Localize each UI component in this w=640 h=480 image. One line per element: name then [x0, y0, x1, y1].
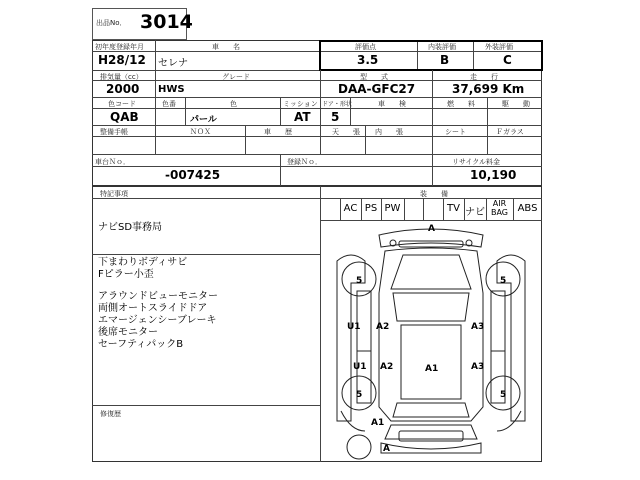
note-line: セーフティパックB [98, 339, 184, 350]
seat-label: シート [445, 128, 466, 136]
transmission: AT [294, 110, 311, 124]
note-line: 両側オートスライドドア [98, 303, 208, 314]
equipment-header: 装 備 [420, 190, 448, 198]
equipment-ps: PS [364, 203, 378, 214]
mark-tire-fl: 5 [356, 276, 363, 286]
mileage-label: 走 行 [470, 73, 498, 81]
roof-label: 天 張 [332, 128, 360, 136]
door-count: 5 [331, 110, 340, 124]
model-label: 型 式 [360, 73, 388, 81]
mark-tire-rl: 5 [356, 390, 363, 400]
year-label: 初年度登録年月 [95, 43, 144, 51]
fglass-label: Ｆガラス [496, 128, 524, 136]
note-line: アラウンドビューモニター [98, 291, 218, 302]
mark-right-rear-a3: A3 [471, 362, 485, 372]
repair-history-label: 修復歴 [100, 410, 121, 418]
color-number-label: 色番 [162, 100, 176, 108]
car-name: セレナ [158, 58, 188, 69]
fuel-label: 燃 料 [447, 100, 475, 108]
color-code: QAB [110, 110, 139, 124]
mileage: 37,699 Km [452, 82, 525, 96]
chassis-number: -007425 [165, 168, 221, 182]
mark-front-bumper: A [428, 224, 435, 234]
car-name-label: 車 名 [212, 43, 240, 51]
lot-number: 3014 [140, 11, 193, 33]
equipment-row [320, 198, 542, 220]
inspection-label: 車 検 [378, 100, 406, 108]
mark-tire-rr: 5 [500, 390, 507, 400]
overall-score: 3.5 [357, 53, 379, 67]
mark-rear-bumper-a1: A1 [371, 418, 385, 428]
recycle-fee: 10,190 [470, 168, 517, 182]
chassis-label: 車台Ｎｏ． [95, 158, 130, 166]
displacement-label: 排気量（cc） [100, 73, 143, 81]
exterior-score-label: 外装評価 [485, 43, 513, 51]
history-label: 車 歴 [264, 128, 292, 136]
interior-score-label: 内装評価 [428, 43, 456, 51]
color-label: 色 [230, 100, 237, 108]
exterior-score: C [503, 53, 512, 67]
registration-label: 登録Ｎｏ． [287, 158, 322, 166]
score-label: 評価点 [355, 43, 376, 51]
equipment-ac: AC [343, 203, 358, 214]
mark-left-rear-u1: U1 [353, 362, 367, 372]
note-line: エマージェンシーブレーキ [98, 315, 217, 326]
equipment-abs: ABS [517, 203, 538, 214]
interior-score: B [440, 53, 450, 67]
note-line: 後席モニター [98, 327, 158, 338]
model-code: DAA-GFC27 [338, 82, 416, 96]
color-name: パール [190, 115, 217, 125]
car-damage-diagram [321, 221, 542, 462]
displacement: 2000 [106, 82, 140, 96]
doors-label: ドア・形状 [322, 101, 352, 108]
grade-label: グレード [222, 73, 250, 81]
color-code-label: 色コード [108, 100, 136, 108]
mark-left-front-a2: A2 [376, 322, 390, 332]
equipment-pw: PW [384, 203, 401, 214]
equipment-airbag: AIR BAG [490, 199, 509, 217]
mark-roof-a1: A1 [425, 364, 439, 374]
mission-label: ミッション [283, 100, 318, 108]
mark-tire-fr: 5 [500, 276, 507, 286]
interior-lining-label: 内 張 [375, 128, 403, 136]
mark-right-front-a3: A3 [471, 322, 485, 332]
nox-label: ＮＯＸ [190, 128, 211, 136]
note-line: Fピラー小歪 [98, 269, 154, 280]
manual-label: 整備手帳 [100, 128, 128, 136]
lot-number-label: 出品No． [96, 19, 127, 27]
equipment-tv: TV [447, 203, 460, 214]
first-registration: H28/12 [98, 53, 146, 67]
equipment-navi: ナビ [465, 207, 485, 218]
note-line: 下まわりボディサビ [98, 257, 188, 268]
mark-spare-a: A [383, 444, 390, 454]
mark-left-front-u1: U1 [347, 322, 361, 332]
grade: HWS [158, 84, 185, 95]
notes-header: 特記事項 [100, 190, 128, 198]
mark-left-rear-a2: A2 [380, 362, 394, 372]
recycle-label: リサイクル料金 [452, 158, 501, 166]
drive-label: 駆 動 [502, 100, 530, 108]
note-line: ナビSD事務局 [98, 222, 163, 233]
